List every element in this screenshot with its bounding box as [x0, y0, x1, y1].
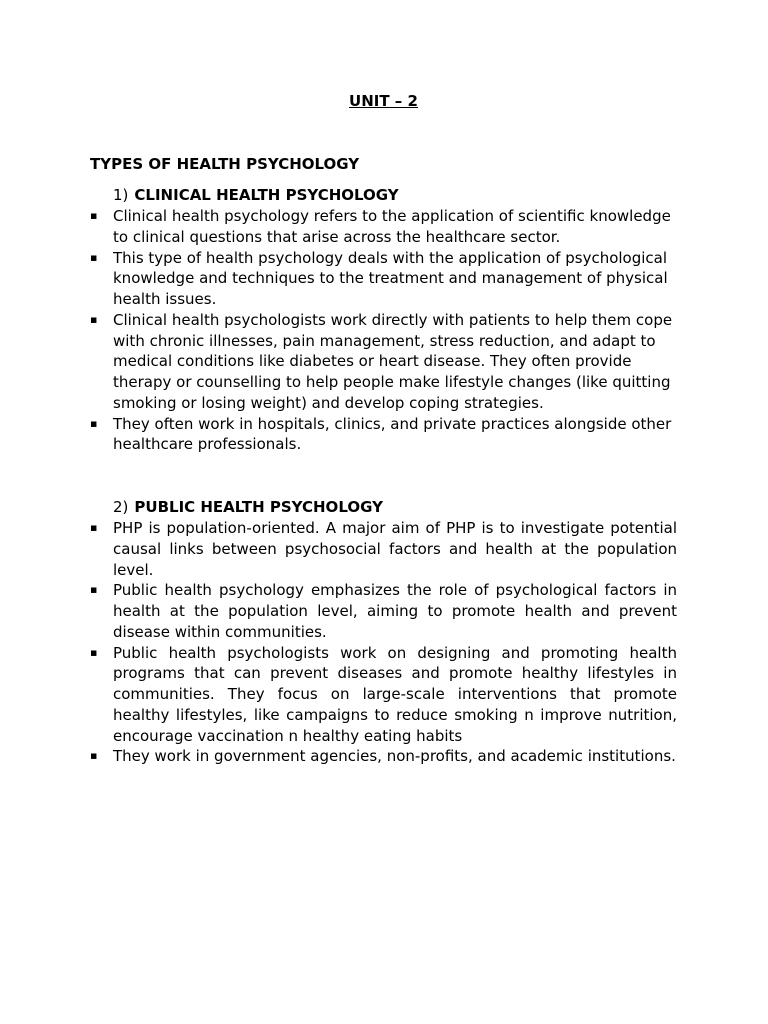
- bullet-marker: ▪: [90, 749, 98, 763]
- list-item: [90, 206, 677, 248]
- list-item: [90, 643, 677, 747]
- list-item-text: Public health psychology emphasizes the role of psychological factors in health at the population level, aiming to promote health and prevent disease within communities.: [113, 581, 677, 641]
- list-item-text: Clinical health psychology refers to the application of scientific knowledge to clinical questions that arise across the healthcare sector.: [113, 207, 671, 246]
- list-item-text: PHP is population-oriented. A major aim of PHP is to investigate potential causal links between psychosocial factors and health at the population level.: [113, 519, 677, 579]
- list-item: [90, 518, 677, 580]
- section-title: PUBLIC HEALTH PSYCHOLOGY: [134, 498, 383, 516]
- clinical-bullet-list: [90, 206, 677, 455]
- bullet-marker: ▪: [90, 416, 98, 430]
- list-item-text: Clinical health psychologists work directly with patients to help them cope with chronic illnesses, pain management, stress reduction, and adapt to medical conditions like diabetes or heart disease. They often provide therapy or counselling to help people make lifestyle changes (like quitting smoking or losing weight) and develop coping strategies.: [113, 310, 673, 412]
- list-item-text: They often work in hospitals, clinics, and private practices alongside other healthcare professionals.: [113, 414, 672, 454]
- list-item-text: This type of health psychology deals with the application of psychological knowledge and techniques to the treatment and management of physical health issues.: [113, 248, 668, 308]
- bullet-marker: ▪: [90, 250, 98, 264]
- section-title: CLINICAL HEALTH PSYCHOLOGY: [134, 186, 399, 204]
- list-item-text: They work in government agencies, non-profits, and academic institutions.: [113, 747, 676, 766]
- list-item: [90, 580, 677, 642]
- document-page: [90, 90, 677, 767]
- list-item: [90, 310, 677, 414]
- list-item: [90, 248, 677, 310]
- list-item: [90, 414, 677, 456]
- public-bullet-list: [90, 518, 677, 767]
- unit-title: UNIT – 2: [349, 92, 418, 110]
- types-heading: TYPES OF HEALTH PSYCHOLOGY: [90, 155, 360, 173]
- bullet-marker: ▪: [90, 312, 98, 326]
- bullet-marker: ▪: [90, 521, 98, 534]
- list-item: [90, 746, 677, 767]
- section-heading-clinical: [90, 184, 677, 206]
- section-number: 2): [113, 498, 129, 516]
- section-number: 1): [113, 186, 129, 204]
- list-item-text: Public health psychologists work on designing and promoting health programs that can prevent diseases and promote healthy lifestyles in communities. They focus on large-scale interventions that promote healthy lifestyles, like campaigns to reduce smoking n improve nutrition, encourage vaccination n healthy eating habits: [113, 643, 677, 745]
- bullet-marker: ▪: [90, 209, 98, 222]
- bullet-marker: ▪: [90, 645, 98, 659]
- bullet-marker: ▪: [90, 583, 98, 597]
- section-heading-public: [90, 496, 677, 518]
